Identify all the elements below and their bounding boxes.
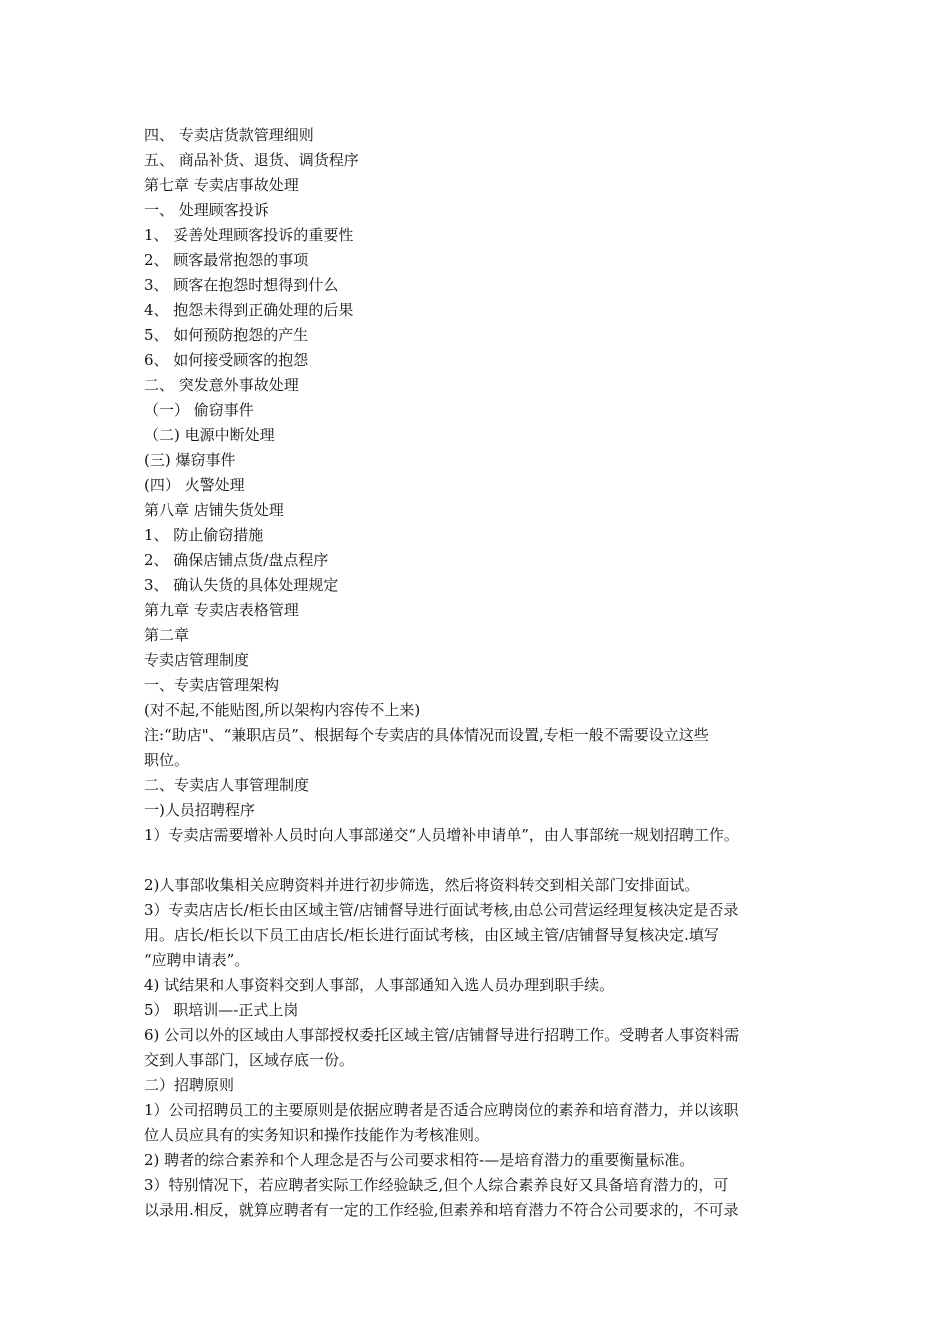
text-line: 2、 顾客最常抱怨的事项 bbox=[144, 251, 309, 269]
text-line: (四） 火警处理 bbox=[144, 476, 245, 494]
text-line: 位人员应具有的实务知识和操作技能作为考核准则。 bbox=[144, 1126, 490, 1144]
text-line: 二、专卖店人事管理制度 bbox=[144, 776, 310, 794]
text-line: 1、 防止偷窃措施 bbox=[144, 526, 264, 544]
text-line: 一、专卖店管理架构 bbox=[144, 676, 280, 694]
text-line: 5、 如何预防抱怨的产生 bbox=[144, 326, 309, 344]
text-line: 五、 商品补货、退货、调货程序 bbox=[144, 151, 359, 169]
text-line: 一)人员招聘程序 bbox=[144, 801, 255, 819]
text-line: 4、 抱怨未得到正确处理的后果 bbox=[144, 301, 354, 319]
text-line: 注:“助店"、“兼职店员”、根据每个专卖店的具体情况而设置,专柜一般不需要设立这些 bbox=[144, 726, 709, 744]
chapter-heading: 第二章 bbox=[144, 626, 190, 644]
text-line: 3）特别情况下，若应聘者实际工作经验缺乏,但个人综合素养良好又具备培育潜力的，可 bbox=[144, 1176, 729, 1194]
text-line: 二、 突发意外事故处理 bbox=[144, 376, 299, 394]
text-line: 3）专卖店店长/柜长由区域主管/店铺督导进行面试考核,由总公司营运经理复核决定是否录 bbox=[144, 901, 739, 919]
text-line: 职位。 bbox=[144, 751, 190, 769]
chapter-heading: 第九章 专卖店表格管理 bbox=[144, 601, 299, 619]
text-line: “应聘申请表”。 bbox=[144, 951, 250, 969]
text-line: 四、 专卖店货款管理细则 bbox=[144, 126, 314, 144]
text-line: 4) 试结果和人事资料交到人事部，人事部通知入选人员办理到职手续。 bbox=[144, 976, 615, 994]
text-line: 3、 确认失货的具体处理规定 bbox=[144, 576, 339, 594]
document-page bbox=[144, 123, 824, 1223]
text-line: （一） 偷窃事件 bbox=[144, 401, 254, 419]
text-line: 6、 如何接受顾客的抱怨 bbox=[144, 351, 309, 369]
text-line: 2)人事部收集相关应聘资料并进行初步筛选，然后将资料转交到相关部门安排面试。 bbox=[144, 876, 700, 894]
text-line: 6) 公司以外的区域由人事部授权委托区域主管/店铺督导进行招聘工作。受聘者人事资料需 bbox=[144, 1026, 740, 1044]
text-line: 2、 确保店铺点货/盘点程序 bbox=[144, 551, 329, 569]
text-line: 交到人事部门，区域存底一份。 bbox=[144, 1051, 355, 1069]
text-line: （二) 电源中断处理 bbox=[144, 426, 275, 444]
chapter-heading: 第七章 专卖店事故处理 bbox=[144, 176, 299, 194]
blank-line bbox=[144, 848, 824, 873]
text-line: 1、 妥善处理顾客投诉的重要性 bbox=[144, 226, 354, 244]
text-line: 3、 顾客在抱怨时想得到什么 bbox=[144, 276, 339, 294]
chapter-heading: 第八章 店铺失货处理 bbox=[144, 501, 284, 519]
text-line: 1）公司招聘员工的主要原则是依据应聘者是否适合应聘岗位的素养和培育潜力，并以该职 bbox=[144, 1101, 739, 1119]
section-title: 专卖店管理制度 bbox=[144, 651, 250, 669]
text-line: 二）招聘原则 bbox=[144, 1076, 235, 1094]
text-line: 5） 职培训—-正式上岗 bbox=[144, 1001, 299, 1019]
text-line: 2) 聘者的综合素养和个人理念是否与公司要求相符-—是培育潜力的重要衡量标准。 bbox=[144, 1151, 695, 1169]
text-line: 以录用.相反，就算应聘者有一定的工作经验,但素养和培育潜力不符合公司要求的，不可录 bbox=[144, 1201, 739, 1219]
text-line: 1）专卖店需要增补人员时向人事部递交“人员增补申请单”，由人事部统一规划招聘工作。 bbox=[144, 826, 739, 844]
text-line: (对不起,不能贴图,所以架构内容传不上来) bbox=[144, 701, 421, 719]
text-line: 一、 处理顾客投诉 bbox=[144, 201, 269, 219]
text-line: (三) 爆窃事件 bbox=[144, 451, 236, 469]
text-line: 用。店长/柜长以下员工由店长/柜长进行面试考核，由区域主管/店铺督导复核决定.填写 bbox=[144, 926, 719, 944]
